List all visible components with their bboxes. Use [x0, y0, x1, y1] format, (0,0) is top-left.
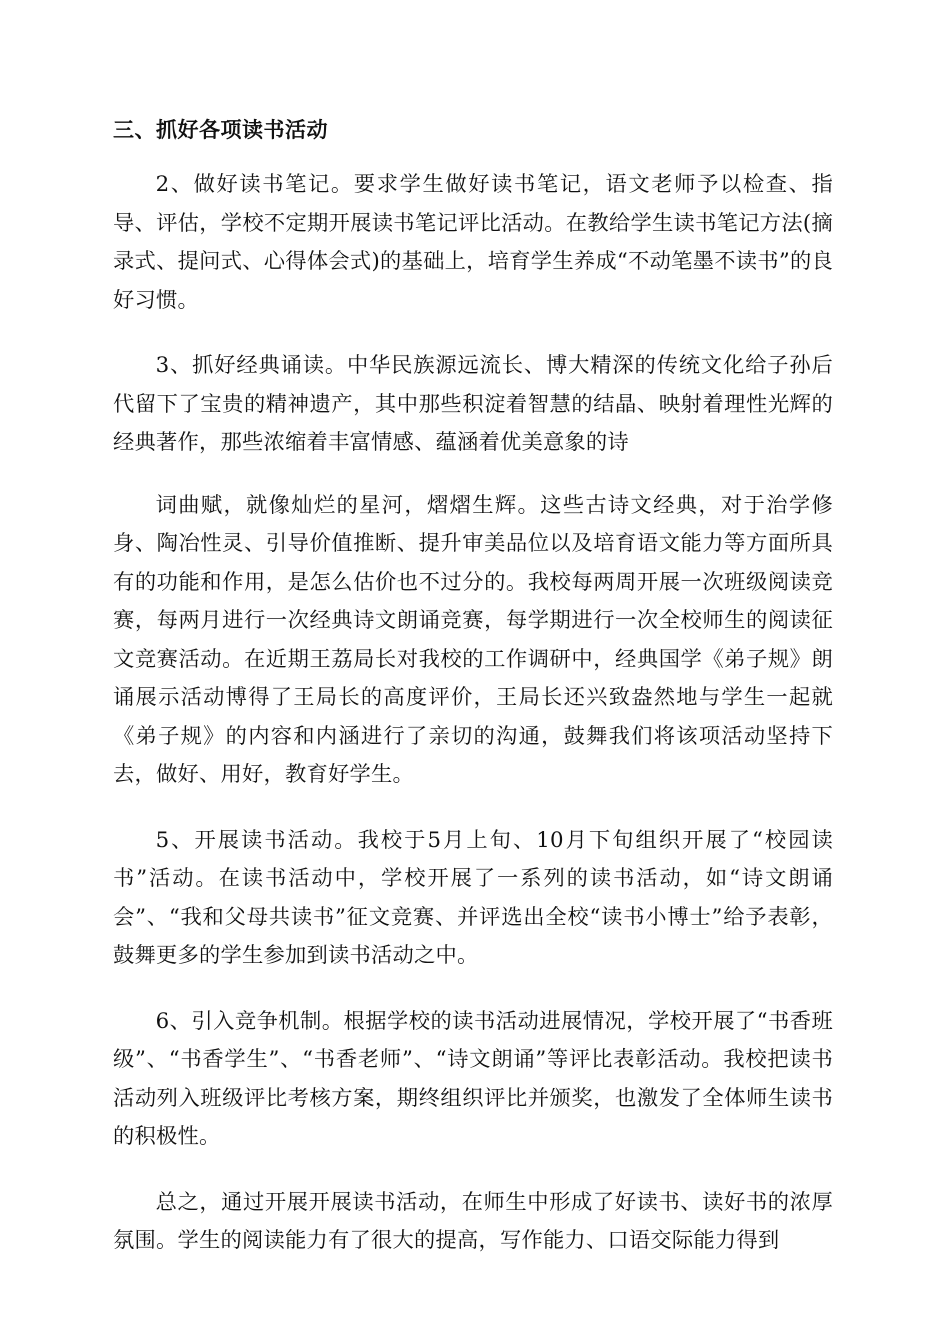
- paragraph-competition-mechanism: 6、引入竞争机制。根据学校的读书活动进展情况，学校开展了“书香班级”、“书香学生”、“书香老师”、“诗文朗诵”等评比表彰活动。我校把读书活动列入班级评比考核方案，期终组织评比并颁奖，也激发了全体师生读书的积极性。: [113, 1008, 833, 1149]
- document-page: [113, 112, 833, 1261]
- paragraph-summary: 总之，通过开展开展读书活动，在师生中形成了好读书、读好书的浓厚氛围。学生的阅读能力有了很大的提高，写作能力、口语交际能力得到: [113, 1189, 833, 1253]
- paragraph-classic-recitation-continued: 词曲赋，就像灿烂的星河，熠熠生辉。这些古诗文经典，对于治学修身、陶冶性灵、引导价值推断、提升审美品位以及培育语文能力等方面所具有的功能和作用，是怎么估价也不过分的。我校每两周开展一次班级阅读竞赛，每两月进行一次经典诗文朗诵竞赛，每学期进行一次全校师生的阅读征文竞赛活动。在近期王荔局长对我校的工作调研中，经典国学《弟子规》朗诵展示活动博得了王局长的高度评价，王局长还兴致盎然地与学生一起就《弟子规》的内容和内涵进行了亲切的沟通，鼓舞我们将该项活动坚持下去，做好、用好，教育好学生。: [113, 492, 833, 787]
- paragraph-reading-notes: 2、做好读书笔记。要求学生做好读书笔记，语文老师予以检查、指导、评估，学校不定期开展读书笔记评比活动。在教给学生读书笔记方法(摘录式、提问式、心得体会式)的基础上，培育学生养成“不动笔墨不读书”的良好习惯。: [113, 172, 833, 313]
- paragraph-reading-activities: 5、开展读书活动。我校于5月上旬、10月下旬组织开展了“校园读书”活动。在读书活动中，学校开展了一系列的读书活动，如“诗文朗诵会”、“我和父母共读书”征文竞赛、并评选出全校“读书小博士”给予表彰，鼓舞更多的学生参加到读书活动之中。: [113, 827, 833, 968]
- paragraph-classic-recitation: 3、抓好经典诵读。中华民族源远流长、博大精深的传统文化给子孙后代留下了宝贵的精神遗产，其中那些积淀着智慧的结晶、映射着理性光辉的经典著作，那些浓缩着丰富情感、蕴涵着优美意象的诗: [113, 353, 833, 455]
- section-heading: 三、抓好各项读书活动: [113, 117, 328, 142]
